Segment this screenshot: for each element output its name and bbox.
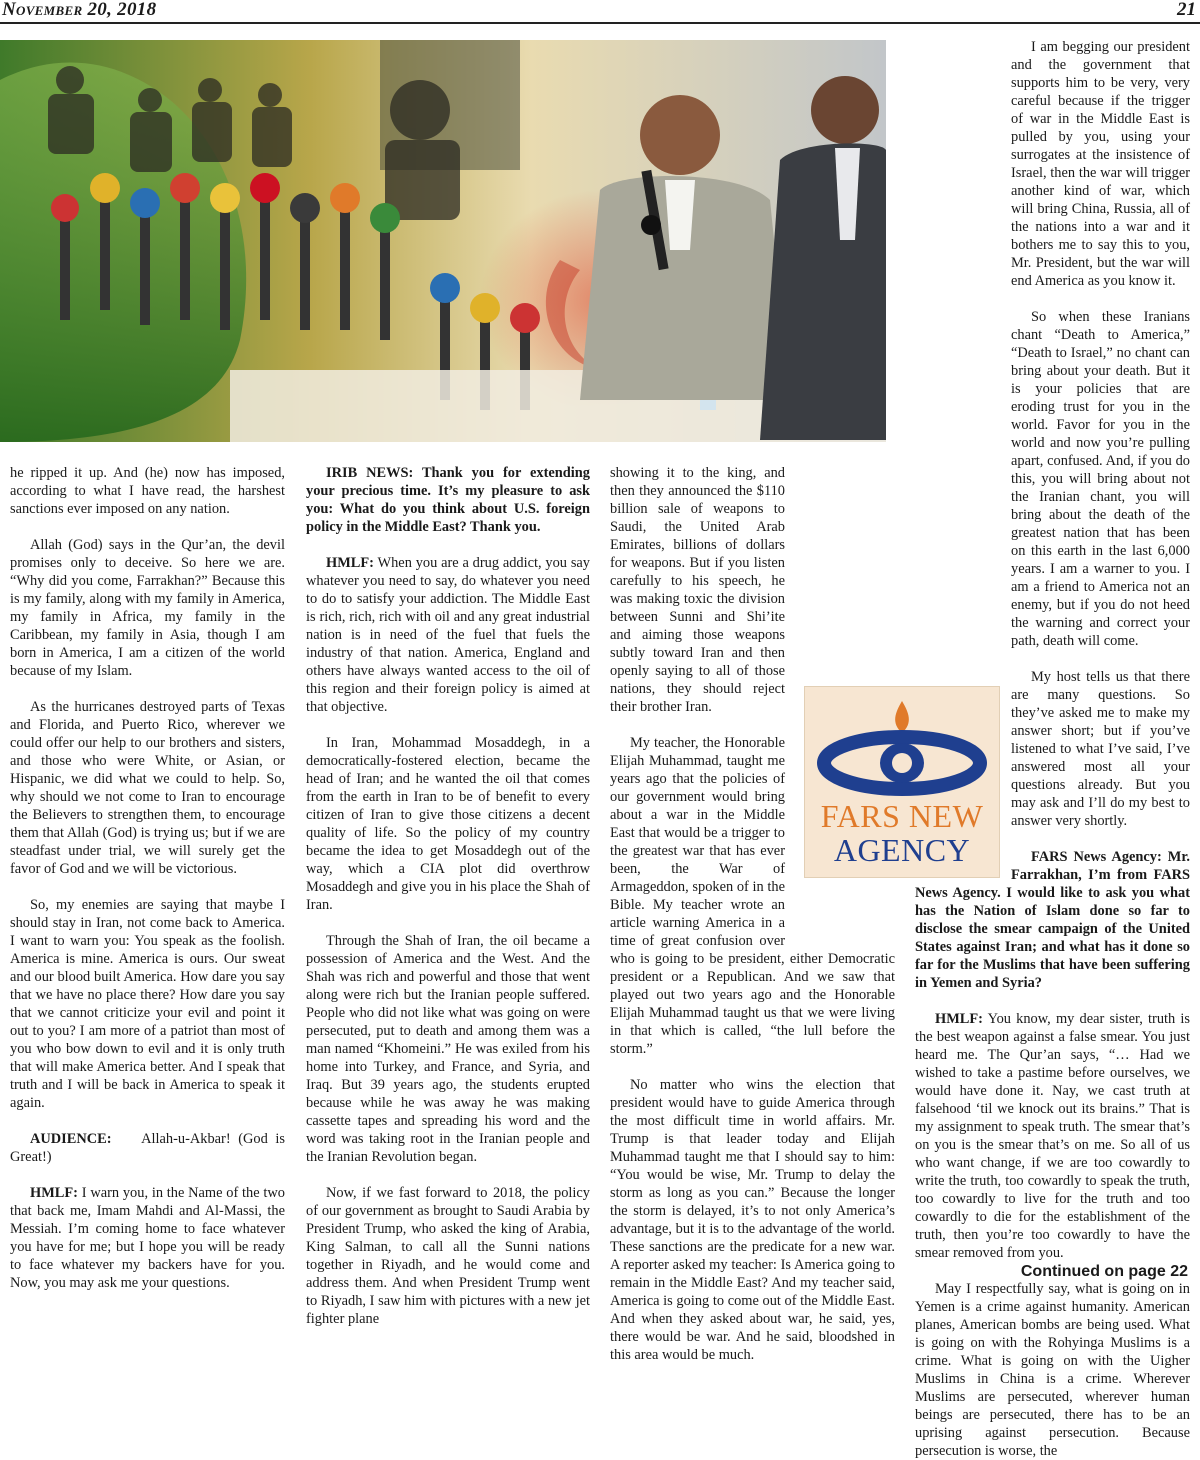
- issue-date: November 20, 2018: [2, 0, 157, 20]
- paragraph: As the hurricanes destroyed parts of Texas and Florida, and Puerto Rico, wherever we could offer our help to our brothers and sisters, and those who were White, or Asian, or Hispanic, we did what we could to help. So, why should we not come to Iran to encourage the Believers to strengthen them, to encourage them that Allah (God) is trying us; but if we are steadfast under trial, we will surely get the favor of God and we will be victorious.: [10, 699, 285, 877]
- hmlf-paragraph: [306, 554, 590, 716]
- paragraph: Now, if we fast forward to 2018, the policy of our government as brought to Saudi Arabia by President Trump, who asked the king of Arabia, King Salman, to call all the Sunni nations together in Riyadh, and he would come and address them. And when President Trump went to Riyadh, I saw him with pictures with a new jet fighter plane: [306, 1185, 590, 1327]
- question-text: IRIB NEWS: Thank you for extending your precious time. It’s my pleasure to ask you: What do you think about U.S. foreign policy in the Middle East? Thank you.: [306, 465, 590, 535]
- column-2: [306, 464, 590, 1327]
- speaker-label: HMLF:: [30, 1185, 78, 1201]
- paragraph: No matter who wins the election that president would have to guide America through the most difficult time in world affairs. Mr. Trump is that leader today and Elijah Muhammad taught me that I should say to him: “You would be wise, Mr. Trump to delay the storm as long as you can.” Because the longer the storm is delayed, it’s to not only America’s advantage, but it is to the advantage of the world. These sanctions are the predicate for a new war. A reporter asked my teacher: Is America going to remain in the Middle East? And my teacher said, America is going to come out of the Middle East. And when they asked about war, he said, yes, there would be war. And he said, bloodshed in this area would be much.: [610, 1077, 895, 1363]
- speaker-label: HMLF:: [326, 555, 374, 571]
- continued-on-page: Continued on page 22: [1020, 1263, 1188, 1280]
- paragraph-text: You know, my dear sister, truth is the best weapon against a false smear. You just heard me. The Qur’an says, “… Had we wished to take a pastime before ourselves, we would have done it. Nay, we cast truth at falsehood ‘til we knock out its brains.” That is my assignment to speak truth. The smear that’s on you is the smear that’s on me. So all of us who want change, if we are too cowardly to write the truth, too cowardly to speak the truth, too cowardly to live for the truth and too cowardly to die for the establishment of the truth, then you’re too cowardly to have the smear removed from you.: [915, 1011, 1190, 1261]
- speaker-label: HMLF:: [935, 1011, 983, 1027]
- paragraph: May I respectfully say, what is going on in Yemen is a crime against humanity. American planes, American bombs are being used. What is going on with the Rohyinga Muslims is a crime. What is going on with the Uigher Muslims in China is a crime. Wherever Muslims are persecuted, wherever human beings are persecuted, there has to be an uprising against persecution. Because persecution is worse, the: [915, 1281, 1190, 1459]
- paragraph-text: I warn you, in the Name of the two that back me, Imam Mahdi and Al-Massi, the Messiah. I’m coming home to face whatever you have for me; but I hope you will be ready to face whatever my backers have for you. Now, you may ask me your questions.: [10, 1185, 285, 1291]
- paragraph: My host tells us that there are many questions. So they’ve asked me to make my answer short; but if you’ve listened to what I’ve said, I’ve answered most all your questions already. But you may ask and I’ll do my best to answer very shortly.: [1011, 669, 1190, 829]
- press-conference-photo: [0, 40, 886, 442]
- logo-line-2: AGENCY: [833, 832, 971, 868]
- logo-wrap-spacer: [915, 664, 1011, 884]
- question-text: FARS News Agency: Mr. Farrakhan, I’m from FARS News Agency. I would like to ask you what has the Nation of Islam done so far to disclose the smear campaign of the United States against Iran; and what has it done so far for the Muslims that have been suffering in Yemen and Syria?: [915, 849, 1190, 991]
- page-number: 21: [1177, 0, 1196, 20]
- paragraph: I am begging our president and the government that supports him to be very, very careful because if the trigger of war in the Middle East is pulled by you, using your surrogates at the insistence of Israel, then the war will trigger another kind of war, which will bring China, Russia, all of the nations into a war and it bothers me to say this to you, Mr. President, but the war will end America as you know it.: [1011, 39, 1190, 289]
- column-1: [10, 464, 285, 1291]
- paragraph: he ripped it up. And (he) now has imposed, according to what I have read, the harshest sanctions ever imposed on any nation.: [10, 465, 285, 517]
- hmlf-paragraph: [915, 1010, 1190, 1262]
- audience-paragraph: [10, 1130, 285, 1166]
- paragraph-text: Allah-u-Akbar! (God is Great!): [10, 1131, 285, 1165]
- hmlf-paragraph: [10, 1184, 285, 1292]
- logo-line-1: FARS NEW: [820, 798, 984, 834]
- paragraph: So, my enemies are saying that maybe I should stay in Iran, not come back to America. I want to warn you: You speak as the foolish. America is mine. America is ours. Our sweat and our blood built America. How dare you say that we have no place there? How dare you say that we cannot criticize your evil and point it out to you? I am more of a patriot than most of you who bow down to evil and it is only truth that will make America better. And I speak that truth and I will be back in America to speak it again.: [10, 897, 285, 1111]
- paragraph-text: When you are a drug addict, you say whatever you need to say, do whatever you need to do to satisfy your addiction. The Middle East is rich, rich, rich with oil and any great industrial nation is in need of the fuel that fuels the industry of that nation. America, England and others have always wanted access to the oil of this region and their foreign policy is aimed at that objective.: [306, 555, 590, 715]
- masthead: [0, 0, 1200, 24]
- paragraph: Through the Shah of Iran, the oil became a possession of America and the West. And the Shah was rich and powerful and those that went along were rich but the Iranian people suffered. People who did not like what was going on were persecuted, put to death and among them was a man named “Khomeini.” He was exiled from his home into Turkey, and France, and Syria, and Iraq. But 39 years ago, the students erupted because while he was away he was making cassette tapes and spreading his word and the word was taking root in the Iranian people and the Iranian Revolution began.: [306, 933, 590, 1165]
- question-paragraph: [306, 464, 590, 536]
- paragraph: In Iran, Mohammad Mosaddegh, in a democratically-fostered election, became the head of Iran; and he wanted the oil that comes from the earth in Iran to be of benefit to every citizen of Iran to give those citizens a decent quality of life. So the policy of my country became the idea to get Mosaddegh out of the way, which a CIA plot did overthrow Mosaddegh and give you in his place the Shah of Iran.: [306, 735, 590, 913]
- speaker-label: AUDIENCE:: [30, 1131, 112, 1147]
- paragraph: showing it to the king, and then they announced the $110 billion sale of weapons to Saudi, the United Arab Emirates, billions of dollars for weapons. But if you listen carefully to his speech, he was making toxic the division between Sunni and Shi’ite and aiming those weapons subtly toward Iran and then openly saying to all of those nations, they should reject their brother Iran.: [610, 465, 785, 715]
- paragraph: Allah (God) says in the Qur’an, the devil promises only to deceive. So here we are. “Why did you come, Farrakhan?” Because this is my family, along with my family in America, my family in Africa, my family in the Caribbean, my family in Asia, though I am born in America, I am a citizen of the world because of my Islam.: [10, 537, 285, 679]
- paragraph: So when these Iranians chant “Death to America,” “Death to Israel,” no chant can bring about your death. But it is your policies that are eroding trust for you in the world. Favor for you in the world and now you’re pulling apart, confused. And, if you do this, you will bring about not the Iranian chant, you will bring about the death of the greatest nation that has been on this earth in the last 6,000 years. I am a warner to you. I am a friend to America not an enemy, but if you do not heed the warning and correct your path, death will come.: [1011, 309, 1190, 649]
- paragraph: My teacher, the Honorable Elijah Muhammad, taught me years ago that the policies of our government would bring about a war in the Middle East that would be a trigger to the greatest war that has ever been, the War of Armageddon, spoken of in the Bible. My teacher wrote an article warning America in a time of great confusion over who is going to be president, either Democratic president or a Republican. And we saw that played out two years ago and the Honorable Elijah Muhammad taught us that we were living in that which is called, “the lull before the storm.”: [610, 735, 895, 1057]
- photo-collage: [0, 40, 886, 442]
